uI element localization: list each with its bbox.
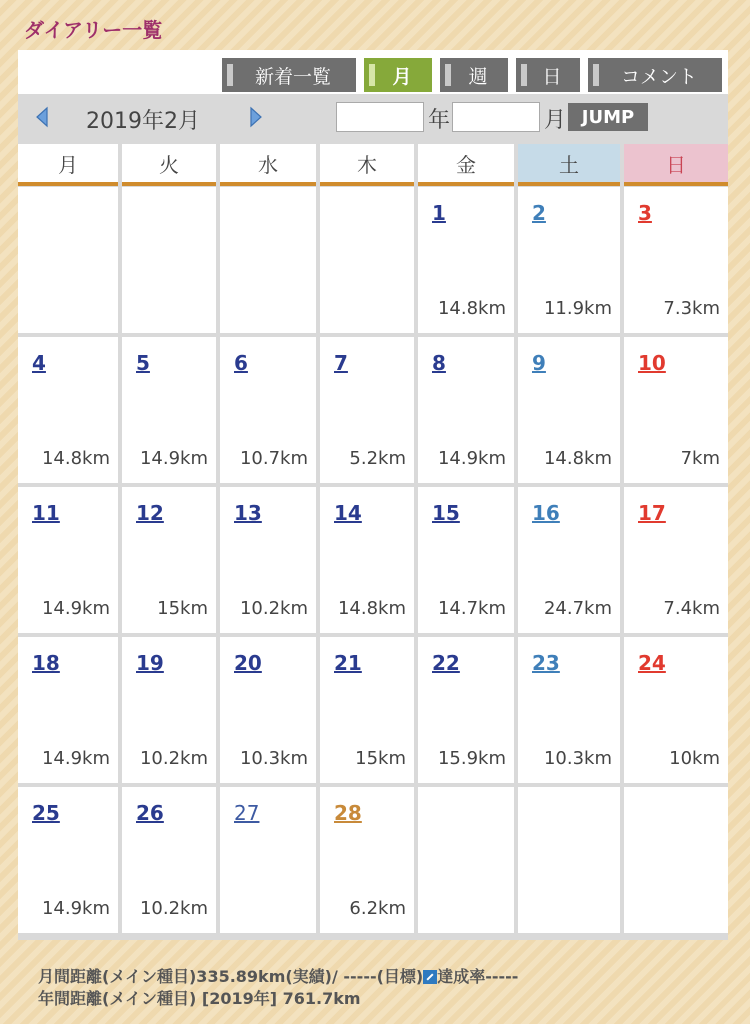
weekday-wed: 水 xyxy=(220,144,316,186)
calendar-cell xyxy=(220,187,316,333)
day-distance: 14.9km xyxy=(139,448,208,469)
day-distance: 14.7km xyxy=(437,598,506,619)
yearly-distance: 年間距離(メイン種目) [2019年] 761.7km xyxy=(38,989,361,1008)
day-distance: 10.2km xyxy=(239,598,308,619)
year-unit-label: 年 xyxy=(428,108,451,133)
day-number-link[interactable]: 28 xyxy=(334,801,362,825)
day-distance: 14.9km xyxy=(437,448,506,469)
achievement-rate: 達成率----- xyxy=(437,967,519,986)
tab-week[interactable]: 週 xyxy=(440,58,508,92)
calendar-cell[interactable] xyxy=(624,637,728,783)
monthly-summary xyxy=(38,966,518,988)
day-number-link[interactable]: 21 xyxy=(334,651,362,675)
day-distance: 15km xyxy=(157,598,208,619)
weekday-sun: 日 xyxy=(624,144,728,186)
weekday-header xyxy=(18,144,728,186)
calendar-cell[interactable] xyxy=(518,187,620,333)
day-number-link[interactable]: 15 xyxy=(432,501,460,525)
weekday-tue: 火 xyxy=(122,144,216,186)
day-number-link[interactable]: 14 xyxy=(334,501,362,525)
day-distance: 15km xyxy=(355,748,406,769)
distance-summary xyxy=(38,966,518,1010)
day-distance: 7.4km xyxy=(663,598,720,619)
day-number-link[interactable]: 8 xyxy=(432,351,446,375)
page-title: ダイアリー一覧 xyxy=(24,18,163,42)
jump-button[interactable]: JUMP xyxy=(568,103,648,131)
day-number-link[interactable]: 1 xyxy=(432,201,446,225)
calendar-cell[interactable] xyxy=(320,487,414,633)
day-number-link[interactable]: 18 xyxy=(32,651,60,675)
calendar-cell[interactable] xyxy=(220,487,316,633)
calendar-cell[interactable] xyxy=(320,337,414,483)
calendar-cell[interactable] xyxy=(18,787,118,933)
calendar-cell xyxy=(320,187,414,333)
day-distance: 14.8km xyxy=(41,448,110,469)
day-number-link[interactable]: 9 xyxy=(532,351,546,375)
tab-comment[interactable]: コメント xyxy=(588,58,722,92)
day-distance: 24.7km xyxy=(543,598,612,619)
calendar-cell[interactable] xyxy=(220,787,316,933)
month-input[interactable] xyxy=(452,102,540,132)
edit-icon[interactable] xyxy=(423,970,437,984)
day-distance: 5.2km xyxy=(349,448,406,469)
weekday-fri: 金 xyxy=(418,144,514,186)
calendar-cell[interactable] xyxy=(18,637,118,783)
day-number-link[interactable]: 24 xyxy=(638,651,666,675)
day-number-link[interactable]: 26 xyxy=(136,801,164,825)
day-number-link[interactable]: 10 xyxy=(638,351,666,375)
calendar-grid xyxy=(18,187,728,940)
day-distance: 14.8km xyxy=(437,298,506,319)
day-number-link[interactable]: 2 xyxy=(532,201,546,225)
day-distance: 14.9km xyxy=(41,598,110,619)
calendar-cell[interactable] xyxy=(624,337,728,483)
year-input[interactable] xyxy=(336,102,424,132)
calendar-cell xyxy=(518,787,620,933)
day-number-link[interactable]: 13 xyxy=(234,501,262,525)
day-number-link[interactable]: 23 xyxy=(532,651,560,675)
calendar-cell xyxy=(624,787,728,933)
calendar-cell[interactable] xyxy=(418,187,514,333)
weekday-mon: 月 xyxy=(18,144,118,186)
calendar-cell[interactable] xyxy=(18,487,118,633)
calendar-cell xyxy=(18,187,118,333)
calendar-cell[interactable] xyxy=(220,337,316,483)
calendar-cell[interactable] xyxy=(418,337,514,483)
day-number-link[interactable]: 6 xyxy=(234,351,248,375)
weekday-thu: 木 xyxy=(320,144,414,186)
month-navigation xyxy=(18,94,728,144)
calendar-cell[interactable] xyxy=(220,637,316,783)
day-number-link[interactable]: 3 xyxy=(638,201,652,225)
tab-new[interactable]: 新着一覧 xyxy=(222,58,356,92)
day-number-link[interactable]: 12 xyxy=(136,501,164,525)
day-distance: 10.3km xyxy=(543,748,612,769)
calendar-cell[interactable] xyxy=(518,637,620,783)
chevron-left-icon[interactable] xyxy=(34,106,50,128)
tab-day[interactable]: 日 xyxy=(516,58,580,92)
day-number-link[interactable]: 16 xyxy=(532,501,560,525)
day-distance: 14.8km xyxy=(337,598,406,619)
day-distance: 10.7km xyxy=(239,448,308,469)
day-number-link[interactable]: 7 xyxy=(334,351,348,375)
day-number-link[interactable]: 19 xyxy=(136,651,164,675)
calendar-cell[interactable] xyxy=(624,187,728,333)
day-number-link[interactable]: 5 xyxy=(136,351,150,375)
day-number-link[interactable]: 20 xyxy=(234,651,262,675)
calendar-cell[interactable] xyxy=(320,787,414,933)
day-distance: 10.2km xyxy=(139,748,208,769)
day-number-link[interactable]: 11 xyxy=(32,501,60,525)
day-number-link[interactable]: 22 xyxy=(432,651,460,675)
day-distance: 7km xyxy=(680,448,720,469)
weekday-sat: 土 xyxy=(518,144,620,186)
day-distance: 15.9km xyxy=(437,748,506,769)
calendar-cell[interactable] xyxy=(122,337,216,483)
calendar-panel xyxy=(18,50,728,940)
calendar-cell[interactable] xyxy=(18,337,118,483)
day-number-link[interactable]: 27 xyxy=(234,801,260,825)
day-distance: 7.3km xyxy=(663,298,720,319)
day-distance: 14.9km xyxy=(41,898,110,919)
chevron-right-icon[interactable] xyxy=(248,106,264,128)
calendar-cell[interactable] xyxy=(122,487,216,633)
day-number-link[interactable]: 4 xyxy=(32,351,46,375)
current-month-label: 2019年2月 xyxy=(86,109,200,134)
calendar-cell[interactable] xyxy=(518,487,620,633)
calendar-cell xyxy=(122,187,216,333)
calendar-cell[interactable] xyxy=(122,787,216,933)
calendar-cell[interactable] xyxy=(624,487,728,633)
day-number-link[interactable]: 25 xyxy=(32,801,60,825)
day-distance: 10.2km xyxy=(139,898,208,919)
view-tabs xyxy=(18,50,728,94)
month-unit-label: 月 xyxy=(544,108,567,133)
day-distance: 6.2km xyxy=(349,898,406,919)
day-distance: 10km xyxy=(669,748,720,769)
calendar-cell[interactable] xyxy=(122,637,216,783)
calendar-cell[interactable] xyxy=(320,637,414,783)
day-distance: 10.3km xyxy=(239,748,308,769)
calendar-cell[interactable] xyxy=(418,487,514,633)
calendar-cell[interactable] xyxy=(518,337,620,483)
day-distance: 11.9km xyxy=(543,298,612,319)
day-distance: 14.9km xyxy=(41,748,110,769)
calendar-cell[interactable] xyxy=(418,637,514,783)
day-number-link[interactable]: 17 xyxy=(638,501,666,525)
tab-month[interactable]: 月 xyxy=(364,58,432,92)
monthly-distance: 月間距離(メイン種目)335.89km(実績)/ -----(目標) xyxy=(38,967,424,986)
day-distance: 14.8km xyxy=(543,448,612,469)
calendar-cell xyxy=(418,787,514,933)
